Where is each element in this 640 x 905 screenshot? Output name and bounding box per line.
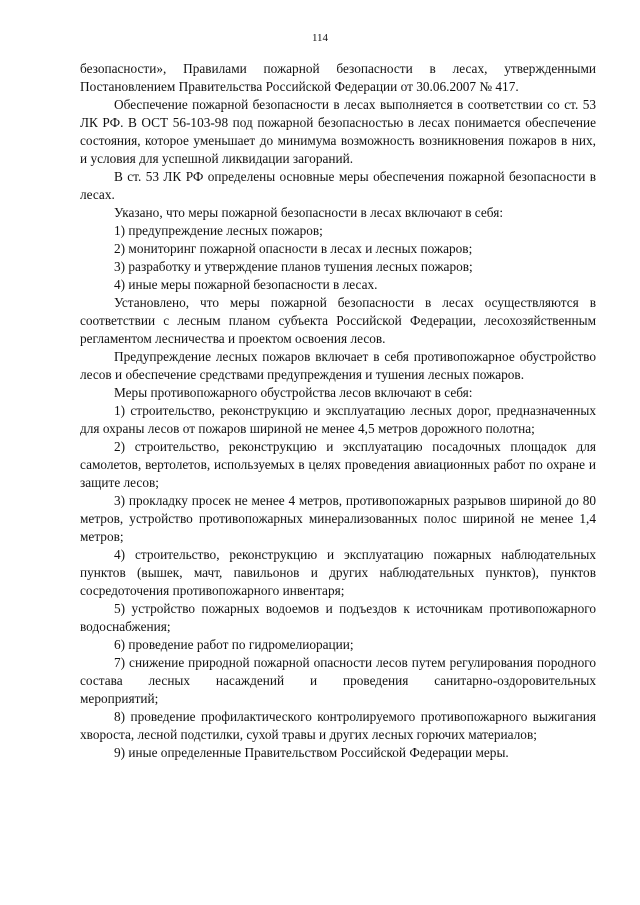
list-item-arrangement-6: 6) проведение работ по гидромелиорации;: [114, 637, 354, 652]
paragraph-basic-measures: В ст. 53 ЛК РФ определены основные меры обеспечения пожарной безопасности в лесах.: [80, 169, 596, 202]
paragraph-continuation: безопасности», Правилами пожарной безопасности в лесах, утвержденными Постановлением Правительства Российской Федерации от 30.06.2007 № 417.: [80, 61, 596, 94]
list-item-measure-1: 1) предупреждение лесных пожаров;: [114, 223, 323, 238]
list-item-arrangement-7-continued: мероприятий;: [80, 691, 159, 706]
list-item-arrangement-3: 3) прокладку просек не менее 4 метров, противопожарных разрывов шириной до 80 метров, устройство противопожарных минерализованных полос шириной не менее 1,4 метров;: [80, 493, 596, 544]
list-item-arrangement-2: 2) строительство, реконструкцию и эксплуатацию посадочных площадок для самолетов, вертолетов, используемых в целях проведения авиационных работ по охране и защите лесов;: [80, 439, 596, 490]
paragraph-arrangement-intro: Меры противопожарного обустройства лесов включают в себя:: [114, 385, 473, 400]
document-body: [80, 60, 596, 762]
list-item-arrangement-7: 7) снижение природной пожарной опасности лесов путем регулирования породного состава лесных насаждений и проведения санитарно-оздоровительных: [80, 655, 596, 688]
list-item-measure-3: 3) разработку и утверждение планов тушения лесных пожаров;: [114, 259, 473, 274]
paragraph-fire-safety-definition: Обеспечение пожарной безопасности в лесах выполняется в соответствии со ст. 53 ЛК РФ. В ОСТ 56-103-98 под пожарной безопасностью в лесах понимается обеспечение состояния, которое уменьшает до минимума возможность возникновения пожаров в них, и условия для успешной ликвидации загораний.: [80, 97, 596, 166]
list-item-measure-4: 4) иные меры пожарной безопасности в лесах.: [114, 277, 378, 292]
list-item-arrangement-1: 1) строительство, реконструкцию и эксплуатацию лесных дорог, предназначенных для охраны лесов от пожаров шириной не менее 4,5 метров дорожного полотна;: [80, 403, 596, 436]
list-item-arrangement-9: 9) иные определенные Правительством Российской Федерации меры.: [114, 745, 509, 760]
list-item-arrangement-5: 5) устройство пожарных водоемов и подъездов к источникам противопожарного водоснабжения;: [80, 601, 596, 634]
list-item-arrangement-8: 8) проведение профилактического контролируемого противопожарного выжигания хвороста, лесной подстилки, сухой травы и других лесных горючих материалов;: [80, 709, 596, 742]
paragraph-measures-intro: Указано, что меры пожарной безопасности в лесах включают в себя:: [114, 205, 504, 220]
list-item-measure-2: 2) мониторинг пожарной опасности в лесах и лесных пожаров;: [114, 241, 473, 256]
page-number: 114: [311, 32, 329, 44]
paragraph-prevention: Предупреждение лесных пожаров включает в себя противопожарное обустройство лесов и обеспечение средствами предупреждения и тушения лесных пожаров.: [80, 349, 596, 382]
list-item-arrangement-4: 4) строительство, реконструкцию и эксплуатацию пожарных наблюдательных пунктов (вышек, мачт, павильонов и других наблюдательных пунктов), пунктов сосредоточения противопожарного инвентаря;: [80, 547, 596, 598]
paragraph-implementation: Установлено, что меры пожарной безопасности в лесах осуществляются в соответствии с лесным планом субъекта Российской Федерации, лесохозяйственным регламентом лесничества и проектом освоения лесов.: [80, 295, 596, 346]
